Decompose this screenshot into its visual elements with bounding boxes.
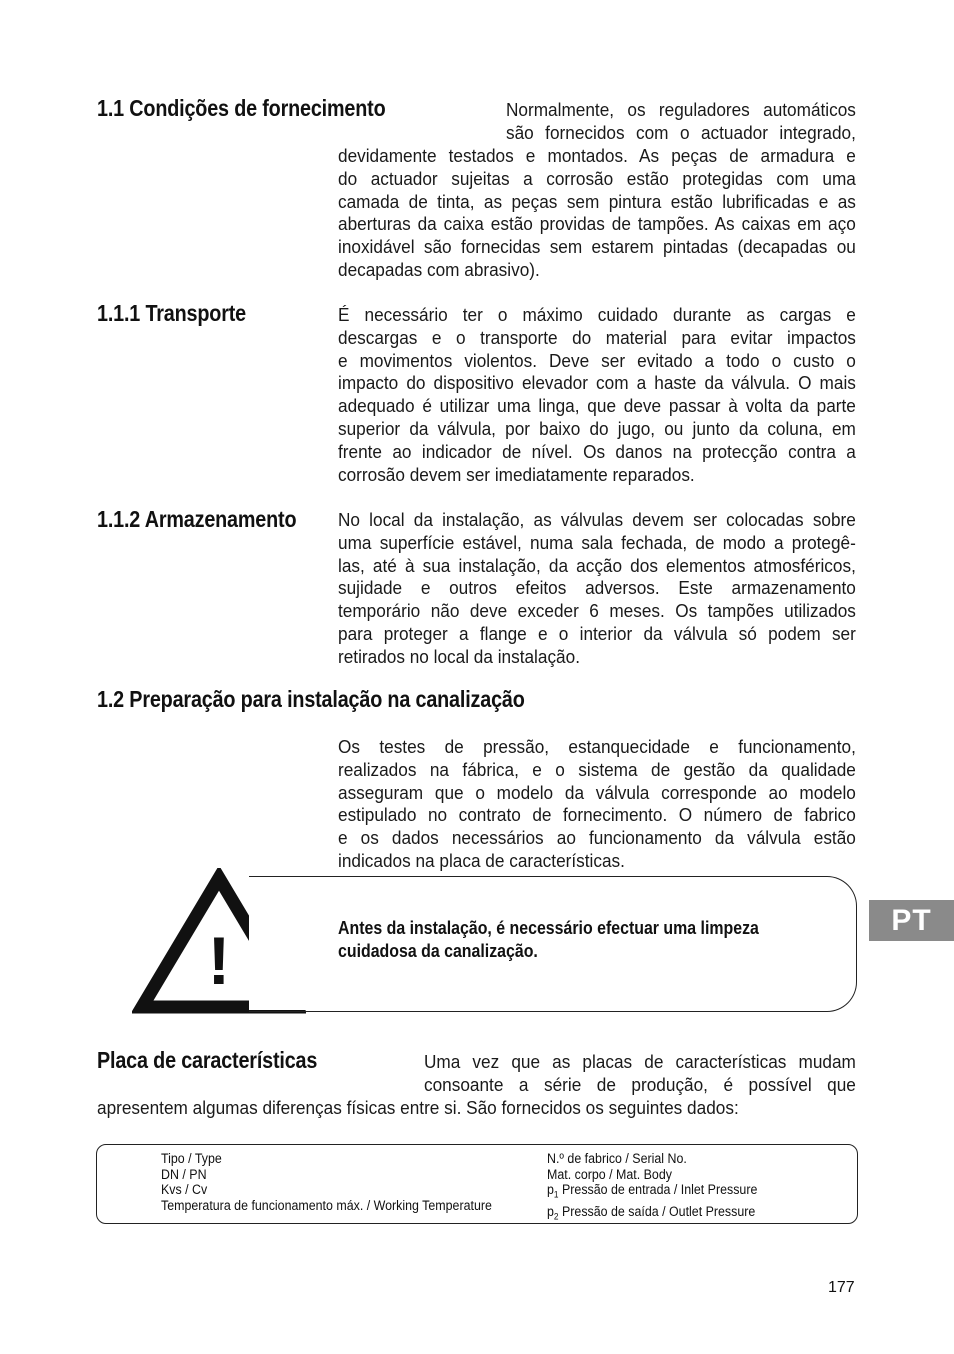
text-line: decapadas com abrasivo). xyxy=(338,258,540,280)
text-line: do actuador sujeitas a corrosão estão protegidas com uma xyxy=(338,167,856,189)
inlet-pressure-label: Pressão de entrada / Inlet Pressure xyxy=(561,1182,758,1198)
nameplate-left-column xyxy=(161,1151,521,1214)
nameplate-item xyxy=(547,1204,776,1225)
section-heading-1-1: 1.1 Condições de fornecimento xyxy=(97,95,386,121)
text-line: adequado é utilizar uma linga, que deve passar à volta da parte xyxy=(338,395,856,417)
section-body-1-1-1 xyxy=(338,304,856,486)
text-line: realizados na fábrica, e o sistema de gestão da qualidade xyxy=(338,758,856,780)
section-heading-plate: Placa de características xyxy=(97,1047,318,1073)
warning-box-top-rule xyxy=(249,876,329,877)
section-body-1-1a xyxy=(506,99,856,145)
text-line: são fornecidos com o actuador integrado, xyxy=(506,121,856,143)
text-line: uma superfície estável, numa sala fechada, de modo a protegê- xyxy=(338,531,856,553)
warning-text xyxy=(338,917,827,963)
warning-exclamation: ! xyxy=(207,923,231,999)
warning-line-1: Antes da instalação, é necessário efectuar uma limpeza xyxy=(338,917,759,938)
nameplate-item: N.º de fabrico / Serial No. xyxy=(547,1151,687,1166)
text-line: inoxidável são fornecidas sem estarem pintadas (decapadas ou xyxy=(338,236,856,258)
text-line: e movimentos violentos. Deve ser evitado a todo o custo o xyxy=(338,349,856,371)
text-line: e os dados necessários ao funcionamento da válvula estão xyxy=(338,827,856,849)
warning-line-2: cuidadosa da canalização. xyxy=(338,939,538,961)
section-body-1-1b xyxy=(338,145,856,282)
p2-subscript: 2 xyxy=(553,1211,559,1222)
text-line: descargas e o transporte do material para evitar impactos xyxy=(338,326,856,348)
text-line: aberturas da caixa estão providas de tampões. As caixas em aço xyxy=(338,213,856,235)
nameplate-right-column xyxy=(547,1151,776,1225)
nameplate-item: Mat. corpo / Mat. Body xyxy=(547,1166,672,1182)
nameplate-item xyxy=(547,1182,776,1203)
section-heading-1-1-1: 1.1.1 Transporte xyxy=(97,300,246,326)
text-line: camada de tinta, as peças sem pintura estão lubrificadas e as xyxy=(338,190,856,212)
text-line: asseguram que o modelo da válvula corresponde ao modelo xyxy=(338,781,856,803)
language-tab xyxy=(869,900,954,941)
text-line: temporário não deve exceder 6 meses. Os tampões utilizados xyxy=(338,600,856,622)
text-line: Normalmente, os reguladores automáticos xyxy=(506,99,856,120)
text-line: indicados na placa de características. xyxy=(338,849,625,871)
text-line: retirados no local da instalação. xyxy=(338,645,580,667)
text-line: devidamente testados e montados. As peças de armadura e xyxy=(338,145,856,166)
outlet-pressure-label: Pressão de saída / Outlet Pressure xyxy=(561,1203,756,1219)
text-line: consoante a série de produção, é possível que xyxy=(424,1073,856,1095)
section-heading-1-1-2: 1.1.2 Armazenamento xyxy=(97,506,297,532)
text-line: superior da válvula, por baixo do jugo, ou junto da coluna, em xyxy=(338,417,856,439)
text-line: É necessário ter o máximo cuidado durante as cargas e xyxy=(338,304,856,325)
text-line: frente ao indicador de nível. Os danos na protecção contra a xyxy=(338,440,856,462)
nameplate-item: DN / PN xyxy=(161,1166,207,1182)
section-body-plate-b xyxy=(97,1097,856,1120)
section-heading-1-2: 1.2 Preparação para instalação na canalização xyxy=(97,686,525,712)
p1-subscript: 1 xyxy=(553,1190,559,1201)
page-number: 177 xyxy=(828,1279,855,1296)
nameplate-item: Kvs / Cv xyxy=(161,1182,208,1198)
text-line: No local da instalação, as válvulas devem ser colocadas sobre xyxy=(338,509,856,530)
text-line: las, até à sua instalação, da acção dos elementos atmosféricos, xyxy=(338,554,856,576)
warning-box-mask xyxy=(249,876,329,1010)
text-line: impacto do dispositivo elevador com a haste da válvula. O mais xyxy=(338,372,856,394)
nameplate-item: Tipo / Type xyxy=(161,1151,222,1166)
text-line: para proteger a flange e o interior da válvula só podem ser xyxy=(338,622,856,644)
p-letter: p xyxy=(547,1182,554,1198)
nameplate-item: Temperatura de funcionamento máx. / Working Temperature xyxy=(161,1198,492,1214)
text-line: corrosão devem ser imediatamente reparados. xyxy=(338,463,695,485)
p-letter: p xyxy=(547,1203,554,1219)
section-body-1-2 xyxy=(338,736,856,873)
language-tab-label: PT xyxy=(891,903,932,937)
section-body-plate-a xyxy=(424,1051,856,1097)
text-line: sujidade e outros efeitos adversos. Este armazenamento xyxy=(338,577,856,599)
text-line: apresentem algumas diferenças físicas entre si. São fornecidos os seguintes dados: xyxy=(97,1097,739,1118)
text-line: Os testes de pressão, estanquecidade e funcionamento, xyxy=(338,736,856,757)
text-line: Uma vez que as placas de características mudam xyxy=(424,1051,856,1072)
section-body-1-1-2 xyxy=(338,509,856,669)
text-line: estipulado no contrato de fornecimento. O número de fabrico xyxy=(338,804,856,826)
